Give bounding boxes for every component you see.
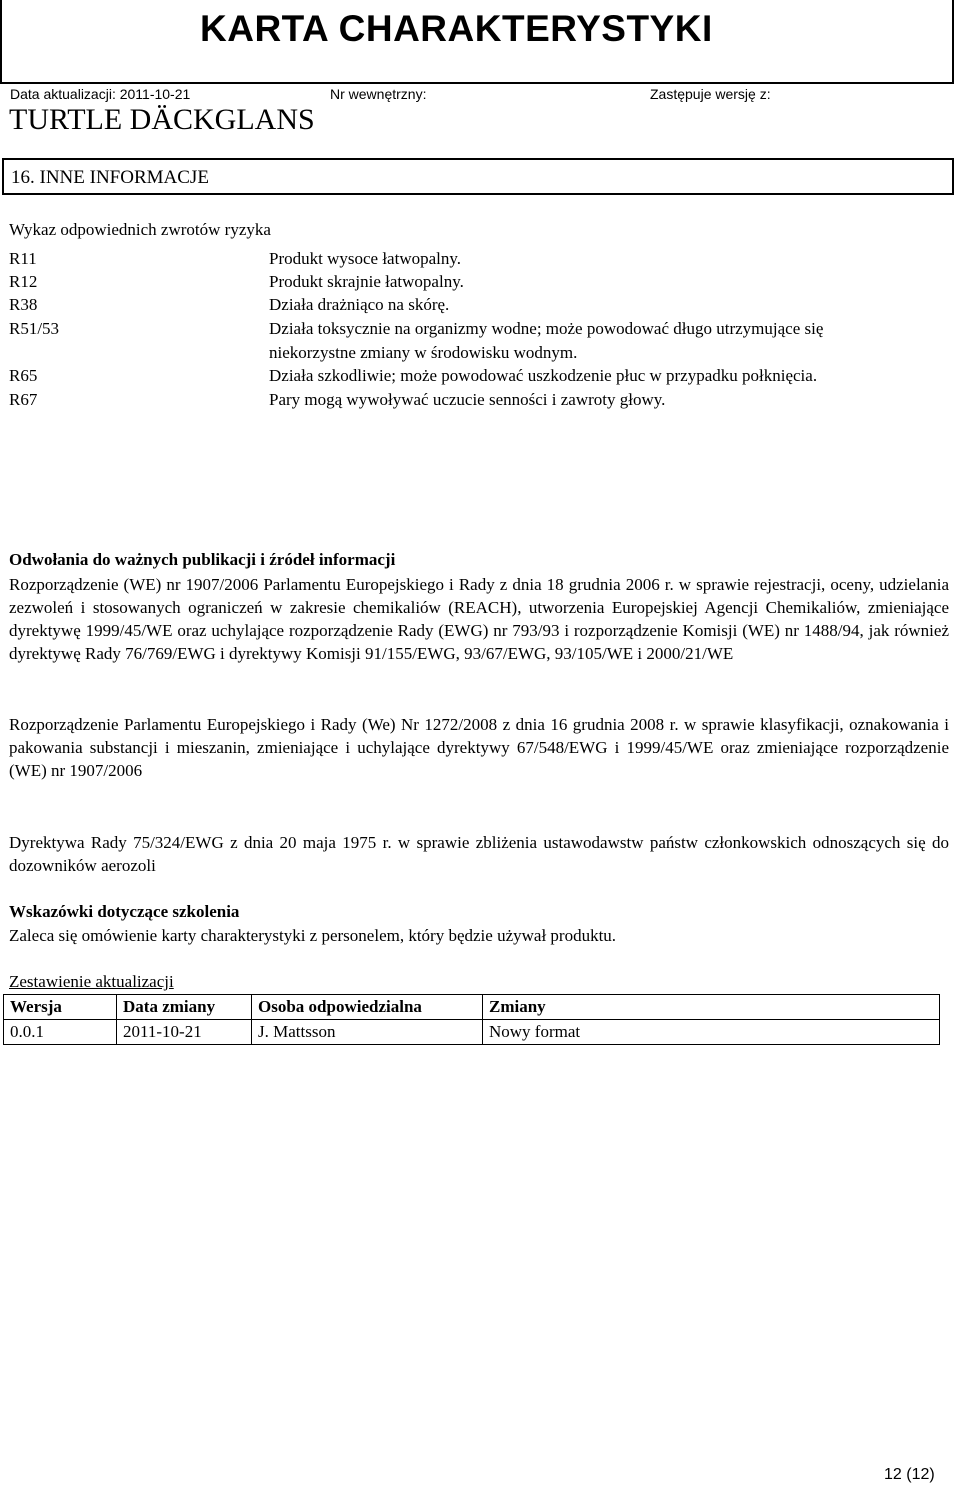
internal-number: Nr wewnętrzny: — [330, 86, 427, 102]
document-title: KARTA CHARAKTERYSTYKI — [200, 8, 713, 49]
risk-code: R38 — [9, 295, 38, 314]
title-box — [0, 0, 954, 84]
product-name: TURTLE DÄCKGLANS — [9, 103, 315, 136]
table-cell: J. Mattsson — [252, 1020, 483, 1045]
table-cell: Nowy format — [483, 1020, 940, 1045]
risk-phrase: Działa toksycznie na organizmy wodne; może powodować długo utrzymujące się — [269, 319, 824, 338]
risk-code: R11 — [9, 249, 37, 268]
reference-paragraph: Rozporządzenie Parlamentu Europejskiego i Rady (We) Nr 1272/2008 z dnia 16 grudnia 2008 r. w sprawie klasyfikacji, oznakowania i pakowania substancji i mieszanin, zmieniające i uchylające dyrektywy 67/548/EWG i 1999/45/WE oraz zmieniające rozporządzenie (WE) nr 1907/2006 — [9, 715, 949, 780]
section-header — [2, 158, 954, 195]
table-cell: 2011-10-21 — [117, 1020, 252, 1045]
risk-phrase-continuation: niekorzystne zmiany w środowisku wodnym. — [269, 343, 578, 362]
table-cell: 0.0.1 — [4, 1020, 117, 1045]
risk-phrases-heading: Wykaz odpowiednich zwrotów ryzyka — [9, 220, 271, 239]
risk-code: R12 — [9, 272, 38, 291]
column-header: Data zmiany — [117, 995, 252, 1020]
risk-code: R65 — [9, 366, 38, 385]
training-text: Zaleca się omówienie karty charakterystyki z personelem, który będzie używał produktu. — [9, 926, 617, 945]
risk-phrase: Produkt wysoce łatwopalny. — [269, 249, 462, 268]
reference-paragraph: Rozporządzenie (WE) nr 1907/2006 Parlamentu Europejskiego i Rady z dnia 18 grudnia 2006 r. w sprawie rejestracji, oceny, udzielania zezwoleń i stosowanych ograniczeń w zakresie chemikaliów (REACH), utworzenia Europejskiej Agencji Chemikaliów, zmieniające dyrektywę 1999/45/WE oraz uchylające rozporządzenie Rady (EWG) nr 793/93 i rozporządzenie Komisji (WE) nr 1488/94, jak również dyrektywę Rady 76/769/EWG i dyrektywy Komisji 91/155/EWG, 93/67/EWG, 93/105/WE i 2000/21/WE — [9, 575, 949, 663]
updates-table — [3, 994, 940, 1045]
column-header: Osoba odpowiedzialna — [252, 995, 483, 1020]
column-header: Wersja — [4, 995, 117, 1020]
risk-code: R67 — [9, 390, 38, 409]
risk-phrase: Działa drażniąco na skórę. — [269, 295, 450, 314]
update-date: Data aktualizacji: 2011-10-21 — [10, 86, 191, 102]
section-title: 16. INNE INFORMACJE — [11, 167, 209, 188]
risk-phrase: Produkt skrajnie łatwopalny. — [269, 272, 464, 291]
references-heading: Odwołania do ważnych publikacji i źródeł informacji — [9, 550, 396, 569]
reference-paragraph: Dyrektywa Rady 75/324/EWG z dnia 20 maja 1975 r. w sprawie zbliżenia ustawodawstw państw członkowskich odnoszących się do dozowników aerozoli — [9, 833, 949, 875]
table-header-row — [4, 995, 940, 1020]
risk-code: R51/53 — [9, 319, 60, 338]
page-number: 12 (12) — [884, 1466, 935, 1483]
risk-phrase: Działa szkodliwie; może powodować uszkodzenie płuc w przypadku połknięcia. — [269, 366, 818, 385]
updates-heading: Zestawienie aktualizacji — [9, 972, 174, 991]
risk-phrase: Pary mogą wywoływać uczucie senności i zawroty głowy. — [269, 390, 666, 409]
column-header: Zmiany — [483, 995, 940, 1020]
training-heading: Wskazówki dotyczące szkolenia — [9, 902, 240, 921]
replaces-version: Zastępuje wersję z: — [650, 86, 771, 102]
table-row — [4, 1020, 940, 1045]
